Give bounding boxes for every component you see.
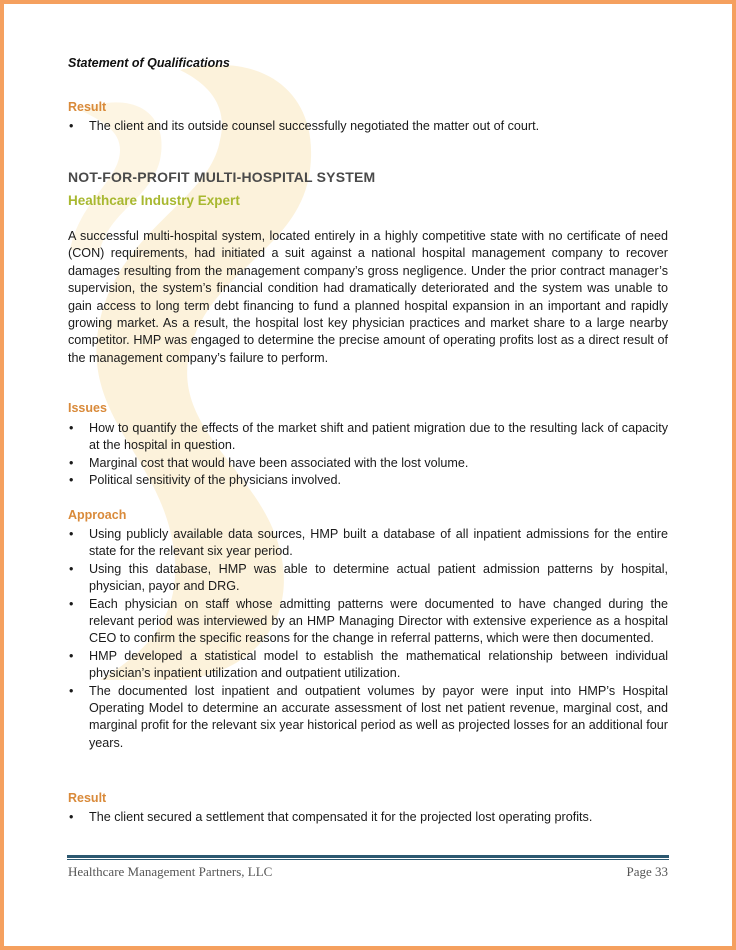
footer-rule xyxy=(67,855,669,858)
issues-list xyxy=(68,420,668,490)
bullet-icon: • xyxy=(69,561,74,576)
list-item: • Political sensitivity of the physicians involved. xyxy=(68,472,668,489)
bullet-icon: • xyxy=(69,473,74,488)
footer-company: Healthcare Management Partners, LLC xyxy=(68,864,273,879)
list-item: • How to quantify the effects of the market shift and patient migration due to the resulting lack of capacity at the hospital in question. xyxy=(69,421,668,453)
bullet-icon: • xyxy=(69,683,74,698)
document-heading: Statement of Qualifications xyxy=(68,56,230,70)
list-item: • Marginal cost that would have been associated with the lost volume. xyxy=(68,455,668,472)
final-result-list xyxy=(68,809,668,826)
bullet-icon: • xyxy=(69,527,74,541)
footer-page-number: Page 33 xyxy=(626,864,668,879)
approach-list xyxy=(68,526,668,752)
bullet-icon: • xyxy=(69,421,74,435)
issues-heading: Issues xyxy=(68,401,107,415)
list-item: • The documented lost inpatient and outpatient volumes by payor were input into HMP’s Hospital Operating Model to determine an accurate assessment of lost net patient revenue, marginal cost, and marginal profit for the relevant six year historical period as well as projected losses for an additional four years. xyxy=(69,683,668,750)
footer-rule-thin xyxy=(67,859,669,860)
bullet-icon: • xyxy=(69,648,74,663)
bullet-icon: • xyxy=(69,119,74,133)
list-item: • The client and its outside counsel successfully negotiated the matter out of court. xyxy=(68,118,668,135)
list-item: • HMP developed a statistical model to establish the mathematical relationship between individual physician’s inpatient utilization and outpatient utilization. xyxy=(69,648,668,681)
case-subtitle: Healthcare Industry Expert xyxy=(68,193,240,208)
final-result-heading: Result xyxy=(68,791,107,805)
case-description: A successful multi-hospital system, located entirely in a highly competitive state with no certificate of need (CON) requirements, had initiated a suit against a national hospital management company to recover damages resulting from the management company’s gross negligence. Under the prior contract manager’s supervision, the system’s financial condition had dramatically deteriorated and the system was unable to gain access to long term debt financing to fund a planned hospital expansion in an important and rapidly growing market. As a result, the hospital lost key physician practices and market share to a large nearby competitor. HMP was engaged to determine the precise amount of operating profits lost as a direct result of the management company’s failure to perform. xyxy=(68,229,668,365)
approach-heading: Approach xyxy=(68,508,127,522)
list-item: • Using publicly available data sources, HMP built a database of all inpatient admissions for the entire state for the relevant six year period. xyxy=(69,527,668,559)
case-title: NOT-FOR-PROFIT MULTI-HOSPITAL SYSTEM xyxy=(68,169,376,185)
list-item: • The client secured a settlement that compensated it for the projected lost operating profits. xyxy=(68,809,668,826)
bullet-icon: • xyxy=(69,455,74,470)
result-heading: Result xyxy=(68,100,107,114)
result-list xyxy=(68,118,668,135)
bullet-icon: • xyxy=(69,596,74,611)
bullet-icon: • xyxy=(69,810,74,824)
list-item: • Using this database, HMP was able to determine actual patient admission patterns by hospital, physician, payor and DRG. xyxy=(69,561,668,594)
list-item: • Each physician on staff whose admitting patterns were documented to have changed during the relevant period was interviewed by an HMP Managing Director with extensive experience as a hospital CEO to confirm the specific reasons for the change in referral patterns, which were then documented. xyxy=(69,596,668,646)
